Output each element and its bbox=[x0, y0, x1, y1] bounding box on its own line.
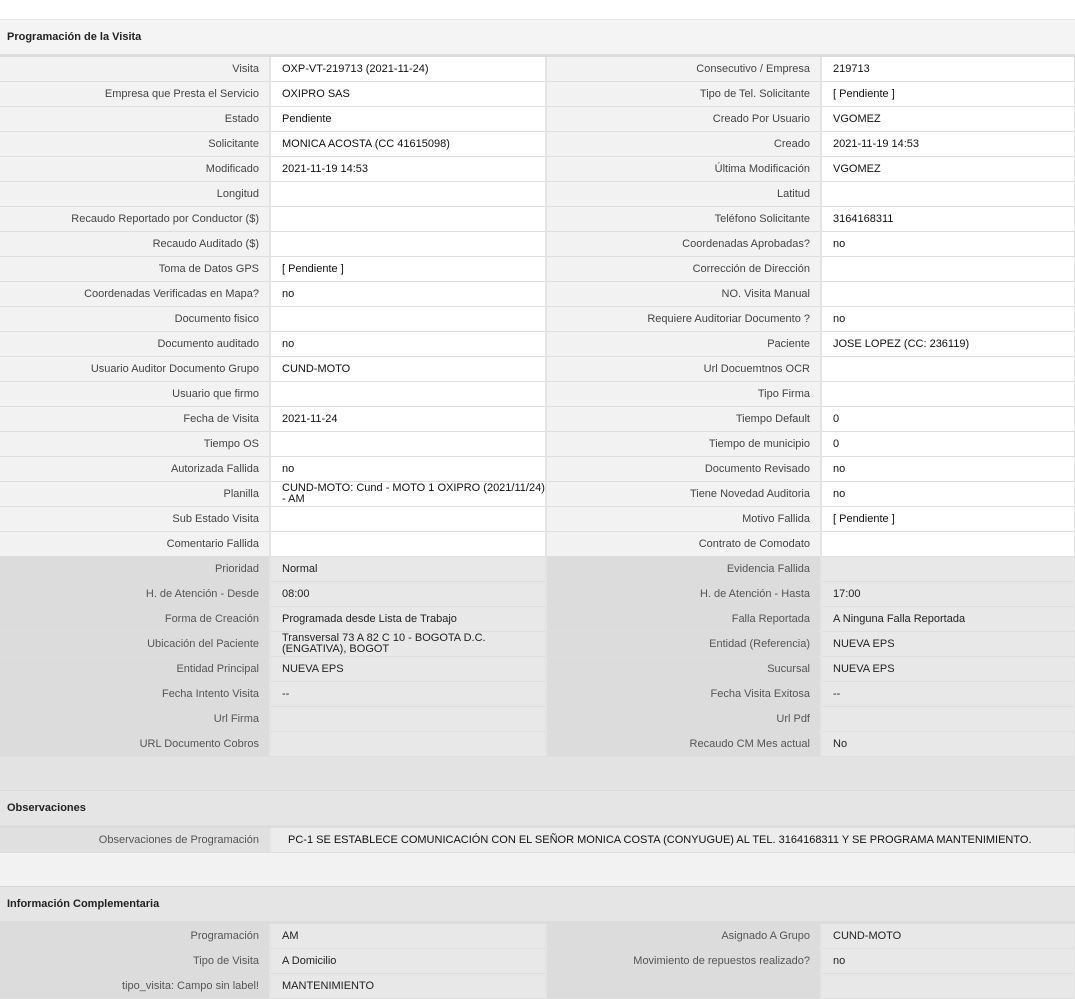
field-label: Programación bbox=[0, 924, 270, 949]
field-label: Última Modificación bbox=[546, 157, 821, 182]
field-value: MANTENIMIENTO bbox=[270, 974, 546, 999]
field-value: no bbox=[821, 482, 1075, 507]
field-value: 2021-11-19 14:53 bbox=[821, 132, 1075, 157]
field-value bbox=[270, 507, 546, 532]
field-label: Empresa que Presta el Servicio bbox=[0, 82, 270, 107]
field-value: AM bbox=[270, 924, 546, 949]
field-value: -- bbox=[821, 682, 1075, 707]
field-label: Recaudo Reportado por Conductor ($) bbox=[0, 207, 270, 232]
field-label: Fecha de Visita bbox=[0, 407, 270, 432]
field-value: 2021-11-19 14:53 bbox=[270, 157, 546, 182]
field-value: 0 bbox=[821, 432, 1075, 457]
field-label: H. de Atención - Hasta bbox=[546, 582, 821, 607]
field-value bbox=[821, 182, 1075, 207]
field-label: Toma de Datos GPS bbox=[0, 257, 270, 282]
field-value: Transversal 73 A 82 C 10 - BOGOTA D.C. (ENGATIVA), BOGOT bbox=[270, 632, 546, 657]
field-label: Visita bbox=[0, 57, 270, 82]
field-value: JOSE LOPEZ (CC: 236119) bbox=[821, 332, 1075, 357]
field-value bbox=[821, 532, 1075, 557]
field-value: 3164168311 bbox=[821, 207, 1075, 232]
form-row bbox=[0, 432, 1075, 457]
field-label: Fecha Visita Exitosa bbox=[546, 682, 821, 707]
field-value: [ Pendiente ] bbox=[821, 82, 1075, 107]
field-label: Documento Revisado bbox=[546, 457, 821, 482]
form-row bbox=[0, 332, 1075, 357]
field-value: CUND-MOTO bbox=[821, 924, 1075, 949]
field-value: [ Pendiente ] bbox=[821, 507, 1075, 532]
field-label: Tipo de Visita bbox=[0, 949, 270, 974]
form-row bbox=[0, 82, 1075, 107]
field-value: Programada desde Lista de Trabajo bbox=[270, 607, 546, 632]
field-label: Requiere Auditoriar Documento ? bbox=[546, 307, 821, 332]
form-row bbox=[0, 557, 1075, 582]
field-value bbox=[821, 557, 1075, 582]
field-label: Motivo Fallida bbox=[546, 507, 821, 532]
field-value: -- bbox=[270, 682, 546, 707]
field-label: Url Pdf bbox=[546, 707, 821, 732]
field-label: Corrección de Dirección bbox=[546, 257, 821, 282]
field-value: OXP-VT-219713 (2021-11-24) bbox=[270, 57, 546, 82]
section-header-programacion: Programación de la Visita bbox=[0, 20, 1075, 57]
form-row bbox=[0, 307, 1075, 332]
field-label: Autorizada Fallida bbox=[0, 457, 270, 482]
form-row bbox=[0, 482, 1075, 507]
field-label: Creado Por Usuario bbox=[546, 107, 821, 132]
form-row bbox=[0, 232, 1075, 257]
field-value bbox=[270, 382, 546, 407]
field-value: MONICA ACOSTA (CC 41615098) bbox=[270, 132, 546, 157]
field-label: Entidad Principal bbox=[0, 657, 270, 682]
field-value: CUND-MOTO: Cund - MOTO 1 OXIPRO (2021/11/24) - AM bbox=[270, 482, 546, 507]
field-value: 2021-11-24 bbox=[270, 407, 546, 432]
field-value: VGOMEZ bbox=[821, 107, 1075, 132]
form-row bbox=[0, 132, 1075, 157]
field-value bbox=[821, 357, 1075, 382]
field-label: Fecha Intento Visita bbox=[0, 682, 270, 707]
field-value: no bbox=[270, 332, 546, 357]
section-spacer bbox=[0, 853, 1075, 887]
field-label: H. de Atención - Desde bbox=[0, 582, 270, 607]
field-label: Forma de Creación bbox=[0, 607, 270, 632]
field-label: Usuario que firmo bbox=[0, 382, 270, 407]
observaciones-value: PC-1 SE ESTABLECE COMUNICACIÓN CON EL SEÑOR MONICA COSTA (CONYUGUE) AL TEL. 3164168311 Y SE PROGRAMA MANTENIMIENTO. bbox=[270, 828, 1075, 853]
field-value: no bbox=[821, 949, 1075, 974]
field-label bbox=[546, 974, 821, 999]
form-row bbox=[0, 107, 1075, 132]
field-value: 17:00 bbox=[821, 582, 1075, 607]
field-label: Sub Estado Visita bbox=[0, 507, 270, 532]
form-row bbox=[0, 182, 1075, 207]
field-label: Prioridad bbox=[0, 557, 270, 582]
field-label: Tiempo de municipio bbox=[546, 432, 821, 457]
field-value: no bbox=[270, 282, 546, 307]
field-value bbox=[821, 974, 1075, 999]
field-label: Creado bbox=[546, 132, 821, 157]
field-label: Ubicación del Paciente bbox=[0, 632, 270, 657]
field-value bbox=[821, 382, 1075, 407]
form-row bbox=[0, 532, 1075, 557]
field-label: Modificado bbox=[0, 157, 270, 182]
field-label: Latitud bbox=[546, 182, 821, 207]
field-value: no bbox=[821, 307, 1075, 332]
field-label: Coordenadas Verificadas en Mapa? bbox=[0, 282, 270, 307]
form-row bbox=[0, 607, 1075, 632]
field-value: no bbox=[270, 457, 546, 482]
field-value bbox=[270, 707, 546, 732]
field-label: Documento fisico bbox=[0, 307, 270, 332]
form-row bbox=[0, 282, 1075, 307]
field-value: NUEVA EPS bbox=[821, 657, 1075, 682]
field-value: CUND-MOTO bbox=[270, 357, 546, 382]
form-row bbox=[0, 707, 1075, 732]
observaciones-table bbox=[0, 828, 1075, 853]
form-row bbox=[0, 157, 1075, 182]
field-label: Sucursal bbox=[546, 657, 821, 682]
field-value bbox=[270, 532, 546, 557]
section-header-observaciones: Observaciones bbox=[0, 791, 1075, 828]
field-label: Solicitante bbox=[0, 132, 270, 157]
field-label: NO. Visita Manual bbox=[546, 282, 821, 307]
field-label: Documento auditado bbox=[0, 332, 270, 357]
form-row bbox=[0, 632, 1075, 657]
field-value bbox=[821, 282, 1075, 307]
field-value bbox=[270, 182, 546, 207]
field-label: Consecutivo / Empresa bbox=[546, 57, 821, 82]
field-label: Coordenadas Aprobadas? bbox=[546, 232, 821, 257]
field-label: Paciente bbox=[546, 332, 821, 357]
form-row bbox=[0, 582, 1075, 607]
field-value: Pendiente bbox=[270, 107, 546, 132]
field-label: Longitud bbox=[0, 182, 270, 207]
observaciones-label: Observaciones de Programación bbox=[0, 828, 270, 853]
field-value bbox=[821, 257, 1075, 282]
field-label: Entidad (Referencia) bbox=[546, 632, 821, 657]
form-row bbox=[0, 407, 1075, 432]
form-row bbox=[0, 457, 1075, 482]
field-value: OXIPRO SAS bbox=[270, 82, 546, 107]
section-header-complementaria: Información Complementaria bbox=[0, 887, 1075, 924]
field-label: Asignado A Grupo bbox=[546, 924, 821, 949]
field-label: tipo_visita: Campo sin label! bbox=[0, 974, 270, 999]
field-value: NUEVA EPS bbox=[270, 657, 546, 682]
field-value bbox=[270, 232, 546, 257]
form-row bbox=[0, 357, 1075, 382]
form-row bbox=[0, 657, 1075, 682]
form-row bbox=[0, 732, 1075, 757]
field-label: Url Firma bbox=[0, 707, 270, 732]
field-label: Tipo Firma bbox=[546, 382, 821, 407]
complementaria-table bbox=[0, 924, 1075, 999]
field-value: 08:00 bbox=[270, 582, 546, 607]
field-label: Tiempo Default bbox=[546, 407, 821, 432]
form-row bbox=[0, 257, 1075, 282]
form-row bbox=[0, 507, 1075, 532]
field-label: Recaudo CM Mes actual bbox=[546, 732, 821, 757]
field-label: URL Documento Cobros bbox=[0, 732, 270, 757]
field-value: 219713 bbox=[821, 57, 1075, 82]
field-value bbox=[821, 707, 1075, 732]
field-value bbox=[270, 207, 546, 232]
field-label: Url Docuemtnos OCR bbox=[546, 357, 821, 382]
form-row bbox=[0, 682, 1075, 707]
form-row bbox=[0, 57, 1075, 82]
field-value: A Domicilio bbox=[270, 949, 546, 974]
field-value: [ Pendiente ] bbox=[270, 257, 546, 282]
field-label: Teléfono Solicitante bbox=[546, 207, 821, 232]
field-value bbox=[270, 307, 546, 332]
field-label: Tiempo OS bbox=[0, 432, 270, 457]
field-label: Tipo de Tel. Solicitante bbox=[546, 82, 821, 107]
field-value bbox=[270, 732, 546, 757]
observaciones-row bbox=[0, 828, 1075, 853]
form-row bbox=[0, 382, 1075, 407]
top-gap bbox=[0, 0, 1075, 20]
field-label: Contrato de Comodato bbox=[546, 532, 821, 557]
field-label: Planilla bbox=[0, 482, 270, 507]
field-value: VGOMEZ bbox=[821, 157, 1075, 182]
field-label: Usuario Auditor Documento Grupo bbox=[0, 357, 270, 382]
programacion-table bbox=[0, 57, 1075, 757]
field-label: Tiene Novedad Auditoria bbox=[546, 482, 821, 507]
field-label: Comentario Fallida bbox=[0, 532, 270, 557]
field-label: Recaudo Auditado ($) bbox=[0, 232, 270, 257]
field-label: Evidencia Fallida bbox=[546, 557, 821, 582]
field-label: Estado bbox=[0, 107, 270, 132]
form-row bbox=[0, 207, 1075, 232]
field-value: Normal bbox=[270, 557, 546, 582]
form-row bbox=[0, 949, 1075, 974]
field-value: no bbox=[821, 232, 1075, 257]
field-value: no bbox=[821, 457, 1075, 482]
field-value bbox=[270, 432, 546, 457]
field-value: 0 bbox=[821, 407, 1075, 432]
field-label: Falla Reportada bbox=[546, 607, 821, 632]
field-value: NUEVA EPS bbox=[821, 632, 1075, 657]
form-row bbox=[0, 924, 1075, 949]
field-value: A Ninguna Falla Reportada bbox=[821, 607, 1075, 632]
field-value: No bbox=[821, 732, 1075, 757]
field-label: Movimiento de repuestos realizado? bbox=[546, 949, 821, 974]
form-row bbox=[0, 974, 1075, 999]
section-spacer bbox=[0, 757, 1075, 791]
